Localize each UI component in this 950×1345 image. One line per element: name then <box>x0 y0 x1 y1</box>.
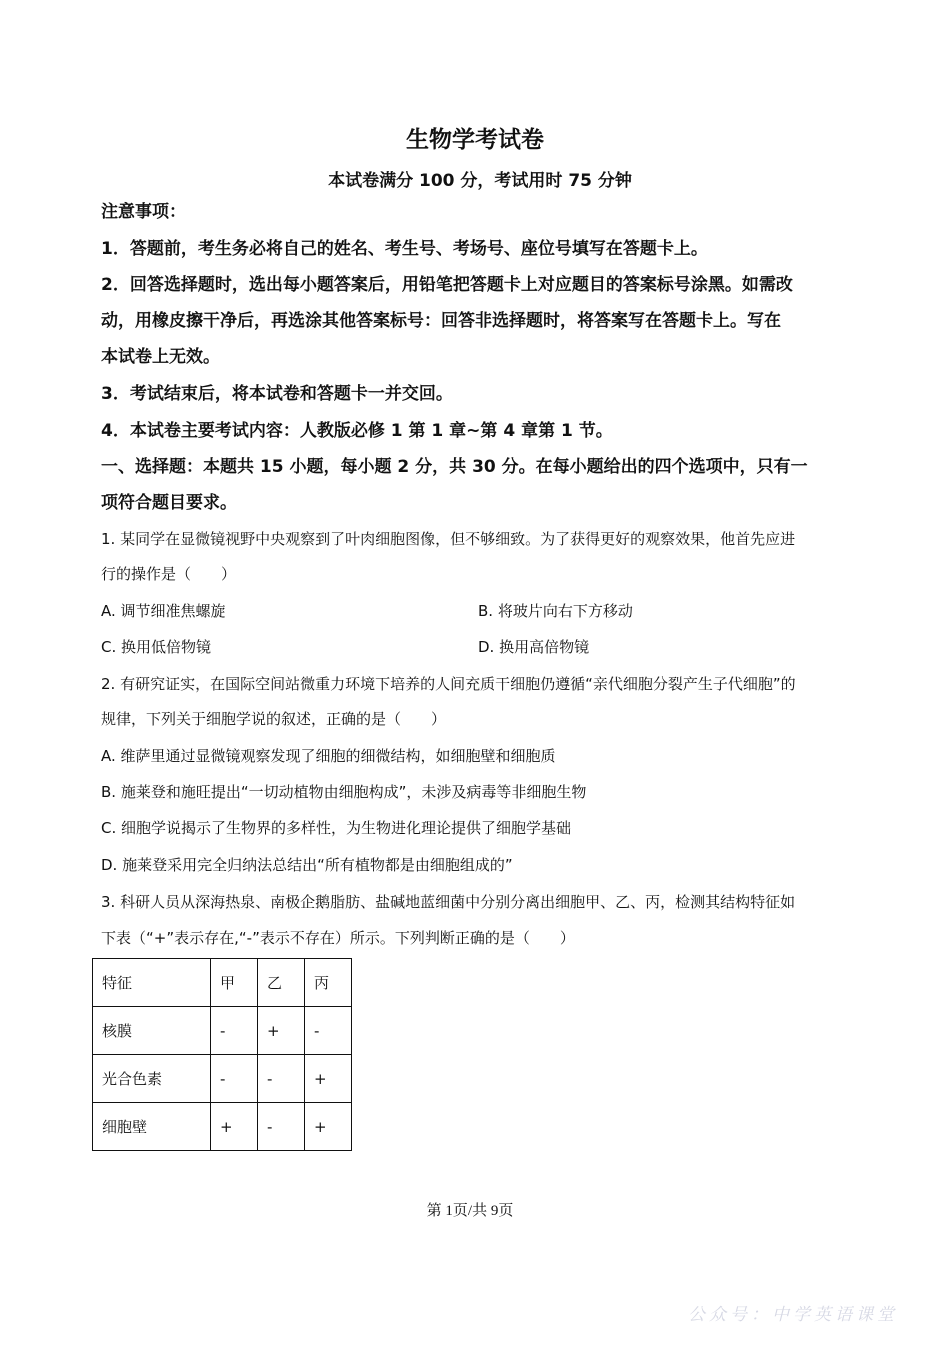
table-header: 丙 <box>305 959 352 1007</box>
table-header: 甲 <box>211 959 258 1007</box>
question-2-stem: 2. 有研究证实，在国际空间站微重力环境下培养的人间充质干细胞仍遵循“亲代细胞分裂产生子代细胞”的 <box>101 675 796 693</box>
table-cell: 细胞壁 <box>93 1103 211 1151</box>
table-cell: - <box>258 1055 305 1103</box>
table-cell: + <box>258 1007 305 1055</box>
question-1-stem: 1. 某同学在显微镜视野中央观察到了叶肉细胞图像，但不够细致。为了获得更好的观察效果，他首先应进 <box>101 530 796 548</box>
question-3-stem: 下表（“+”表示存在,“-”表示不存在）所示。下列判断正确的是（ ） <box>101 929 575 947</box>
notice-heading: 注意事项： <box>101 202 186 222</box>
question-1-option-a: A. 调节细准焦螺旋 <box>101 602 226 620</box>
table-row <box>93 1103 352 1151</box>
question-1-option-d: D. 换用高倍物镜 <box>478 638 590 656</box>
table-cell: - <box>211 1007 258 1055</box>
watermark: 公众号：中学英语课堂 <box>688 1305 898 1325</box>
notice-line: 动，用橡皮擦干净后，再选涂其他答案标号：回答非选择题时，将答案写在答题卡上。写在 <box>101 311 781 331</box>
section-heading: 项符合题目要求。 <box>101 493 237 513</box>
exam-title: 生物学考试卷 <box>406 127 544 153</box>
table-header-row <box>93 959 352 1007</box>
notice-line: 1．答题前，考生务必将自己的姓名、考生号、考场号、座位号填写在答题卡上。 <box>101 239 708 259</box>
question-2-option-b: B. 施莱登和施旺提出“一切动植物由细胞构成”，未涉及病毒等非细胞生物 <box>101 783 587 801</box>
question-3-stem: 3. 科研人员从深海热泉、南极企鹅脂肪、盐碱地蓝细菌中分别分离出细胞甲、乙、丙，检测其结构特征如 <box>101 893 796 911</box>
table-cell: + <box>305 1055 352 1103</box>
table-row <box>93 1055 352 1103</box>
table-header: 特征 <box>93 959 211 1007</box>
question-2-stem: 规律，下列关于细胞学说的叙述，正确的是（ ） <box>101 710 447 728</box>
question-2-option-d: D. 施莱登采用完全归纳法总结出“所有植物都是由细胞组成的” <box>101 856 513 874</box>
table-cell: - <box>211 1055 258 1103</box>
question-2-option-c: C. 细胞学说揭示了生物界的多样性，为生物进化理论提供了细胞学基础 <box>101 819 572 837</box>
notice-line: 本试卷上无效。 <box>101 347 220 367</box>
question-1-option-b: B. 将玻片向右下方移动 <box>478 602 633 620</box>
table-cell: + <box>305 1103 352 1151</box>
question-1-option-c: C. 换用低倍物镜 <box>101 638 212 656</box>
question-3-table <box>92 958 352 1151</box>
table-cell: 核膜 <box>93 1007 211 1055</box>
notice-line: 4．本试卷主要考试内容：人教版必修 1 第 1 章~第 4 章第 1 节。 <box>101 421 613 441</box>
table-cell: - <box>258 1103 305 1151</box>
table-row <box>93 1007 352 1055</box>
notice-line: 2．回答选择题时，选出每小题答案后，用铅笔把答题卡上对应题目的答案标号涂黑。如需改 <box>101 275 793 295</box>
table-cell: 光合色素 <box>93 1055 211 1103</box>
notice-line: 3．考试结束后，将本试卷和答题卡一并交回。 <box>101 384 453 404</box>
section-heading: 一、选择题：本题共 15 小题，每小题 2 分，共 30 分。在每小题给出的四个选项中，只有一 <box>101 457 808 477</box>
question-2-option-a: A. 维萨里通过显微镜观察发现了细胞的细微结构，如细胞壁和细胞质 <box>101 747 556 765</box>
table-cell: + <box>211 1103 258 1151</box>
table-cell: - <box>305 1007 352 1055</box>
question-1-stem: 行的操作是（ ） <box>101 565 237 583</box>
table-header: 乙 <box>258 959 305 1007</box>
exam-subtitle: 本试卷满分 100 分，考试用时 75 分钟 <box>328 171 632 191</box>
page-number: 第 1页/共 9页 <box>426 1203 514 1219</box>
